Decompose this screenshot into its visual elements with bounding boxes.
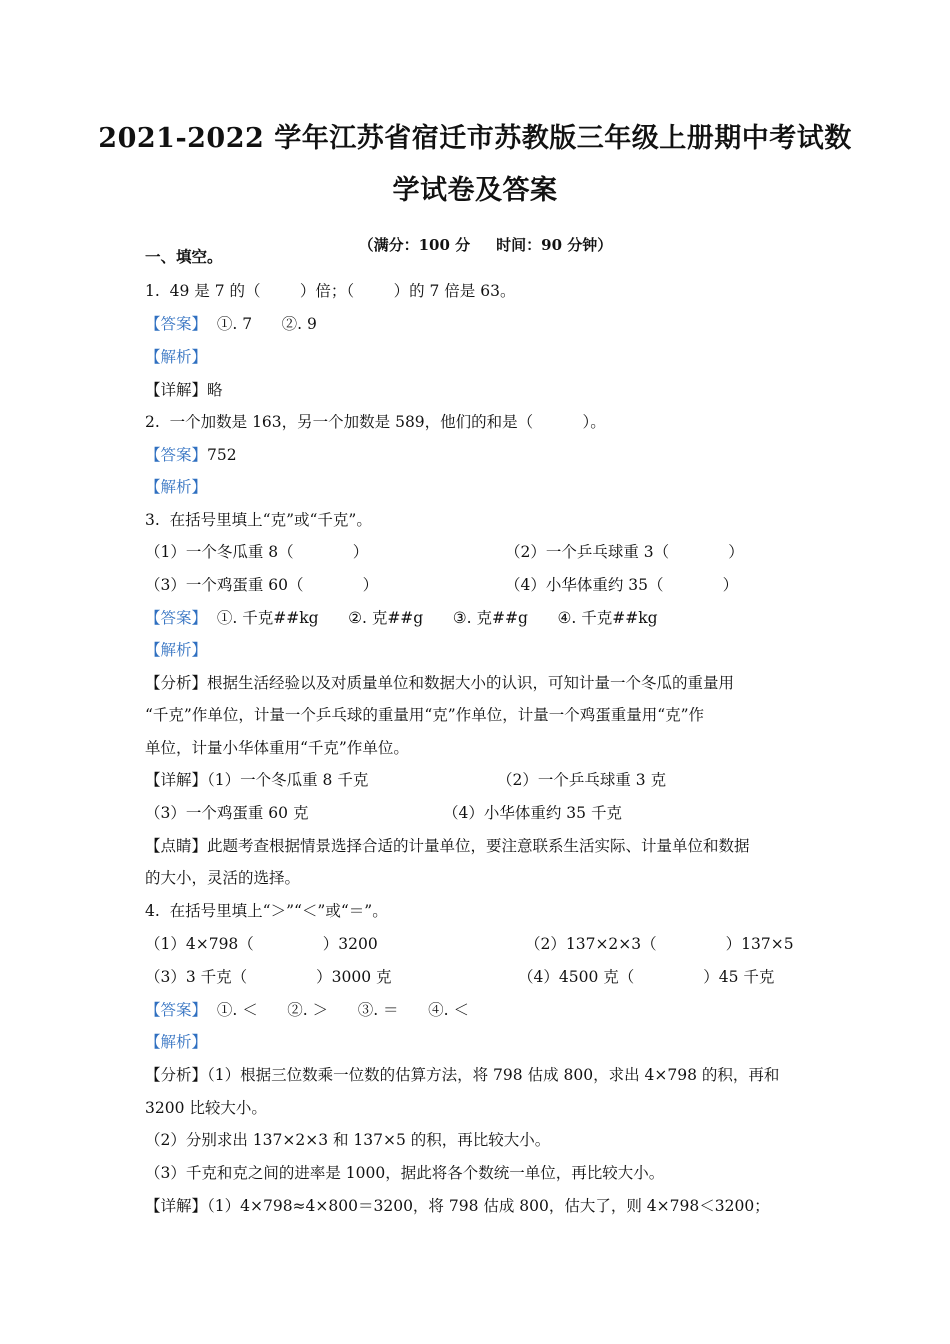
document-title-line-1: 2021-2022 学年江苏省宿迁市苏教版三年级上册期中考试数 [98, 123, 852, 154]
q4-item-4: （4）4500 克（ ）45 千克 [518, 968, 775, 986]
q3-dianjing-text-1: 此题考查根据情景选择合适的计量单位，要注意联系生活实际、计量单位和数据 [207, 837, 750, 855]
q2-analysis [145, 476, 207, 498]
q1-analysis [145, 346, 207, 368]
analysis-tag: 【解析】 [145, 478, 208, 496]
q1-detail-text: 略 [207, 381, 223, 399]
q3-detail-text-1: （1）一个冬瓜重 8 千克 [207, 771, 369, 789]
answer-tag: 【答案】 [145, 315, 208, 333]
q3-fenxi-3: 单位，计量小华体重用“千克”作单位。 [145, 739, 409, 757]
q2-answer [145, 444, 237, 466]
q3-item-1: （1）一个冬瓜重 8（ ） [145, 543, 369, 561]
q3-fenxi-2: “千克”作单位，计量一个乒乓球的重量用“克”作单位，计量一个鸡蛋重量用“克”作 [145, 706, 705, 724]
q3-detail-1 [145, 769, 368, 791]
fenxi-tag: 【分析】 [145, 674, 208, 692]
q4-fenxi-2: 3200 比较大小。 [145, 1099, 267, 1117]
q4-detail-1 [145, 1195, 770, 1217]
q4-item-1: （1）4×798（ ）3200 [145, 935, 378, 953]
question-2: 2. 一个加数是 163，另一个加数是 589，他们的和是（ ）。 [145, 413, 606, 431]
exam-meta [0, 216, 950, 273]
q3-detail-4: （4）小华体重约 35 千克 [443, 804, 622, 822]
q2-answer-text: 752 [207, 446, 237, 464]
analysis-tag: 【解析】 [145, 641, 208, 659]
question-3: 3. 在括号里填上“克”或“千克”。 [145, 511, 372, 529]
q4-fenxi-3: （2）分别求出 137×2×3 和 137×5 的积，再比较大小。 [145, 1131, 551, 1149]
exam-time: 时间：90 分钟） [496, 236, 613, 254]
analysis-tag: 【解析】 [145, 1033, 208, 1051]
detail-tag: 【详解】 [145, 1197, 208, 1215]
q3-item-4: （4）小华体重约 35（ ） [505, 576, 739, 594]
q1-answer [145, 313, 317, 335]
q1-answer-text: ①. 7 ②. 9 [207, 315, 317, 333]
q3-dianjing-2: 的大小，灵活的选择。 [145, 869, 301, 887]
analysis-tag: 【解析】 [145, 348, 208, 366]
q4-fenxi-1 [145, 1064, 779, 1086]
q3-analysis [145, 639, 207, 661]
q3-detail-2: （2）一个乒乓球重 3 克 [497, 771, 667, 789]
q1-detail [145, 379, 223, 401]
fenxi-tag: 【分析】 [145, 1066, 208, 1084]
q3-fenxi-text-1: 根据生活经验以及对质量单位和数据大小的认识，可知计量一个冬瓜的重量用 [207, 674, 735, 692]
q3-item-2: （2）一个乒乓球重 3（ ） [505, 543, 744, 561]
answer-tag: 【答案】 [145, 1001, 208, 1019]
question-1: 1. 49 是 7 的（ ）倍；（ ）的 7 倍是 63。 [145, 282, 516, 300]
document-title-line-2: 学试卷及答案 [392, 175, 558, 206]
detail-tag: 【详解】 [145, 771, 208, 789]
q3-fenxi-1 [145, 672, 734, 694]
q4-answer [145, 999, 469, 1021]
answer-tag: 【答案】 [145, 446, 208, 464]
section-heading: 一、填空。 [145, 247, 223, 266]
q3-answer-text: ①. 千克##kg ②. 克##g ③. 克##g ④. 千克##kg [207, 609, 658, 627]
q4-fenxi-4: （3）千克和克之间的进率是 1000，据此将各个数统一单位，再比较大小。 [145, 1164, 665, 1182]
q3-answer [145, 607, 658, 629]
q3-dianjing-1 [145, 835, 750, 857]
q4-answer-text: ①. ＜ ②. ＞ ③. ＝ ④. ＜ [207, 1001, 469, 1019]
q4-analysis [145, 1031, 207, 1053]
dianjing-tag: 【点睛】 [145, 837, 208, 855]
question-4: 4. 在括号里填上“＞”“＜”或“＝”。 [145, 902, 388, 920]
q4-fenxi-text-1: （1）根据三位数乘一位数的估算方法，将 798 估成 800，求出 4×798 的积，再和 [207, 1066, 780, 1084]
q4-item-3: （3）3 千克（ ）3000 克 [145, 968, 392, 986]
answer-tag: 【答案】 [145, 609, 208, 627]
q4-detail-text-1: （1）4×798≈4×800＝3200，将 798 估成 800，估大了，则 4×798＜3200； [207, 1197, 770, 1215]
q4-item-2: （2）137×2×3（ ）137×5 [525, 935, 794, 953]
q3-detail-3: （3）一个鸡蛋重 60 克 [145, 804, 309, 822]
q3-item-3: （3）一个鸡蛋重 60（ ） [145, 576, 379, 594]
detail-tag: 【详解】 [145, 381, 208, 399]
full-score: （满分：100 分 [358, 236, 471, 254]
